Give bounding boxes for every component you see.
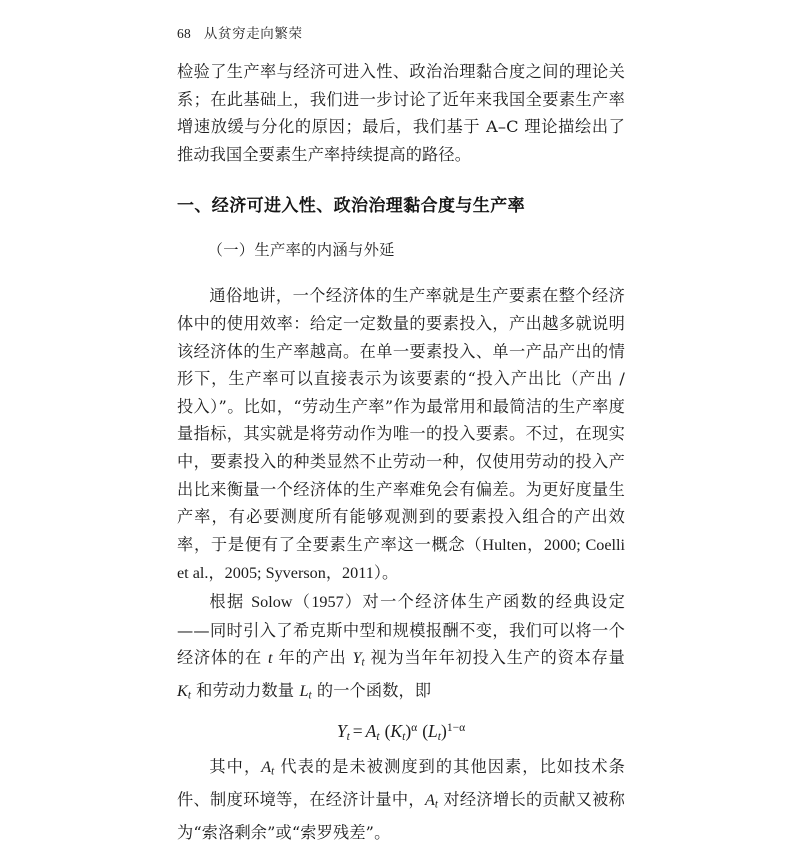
citation-delimiter-1: ; — [576, 535, 586, 554]
formula-K-sub: t — [402, 731, 406, 743]
spacer-after-subsection-heading — [177, 262, 625, 282]
paragraph-3-lead: 其中， — [209, 757, 262, 776]
citation-author-2: Coelli et al. — [177, 535, 626, 583]
citation-year-1: 2000 — [543, 535, 577, 554]
math-var-output-Y: $Y_t$ — [352, 649, 365, 669]
paragraph-2-body-4: 和劳动力数量 — [190, 681, 300, 701]
running-head-title: 从贫穷走向繁荣 — [203, 26, 303, 42]
section-heading: 一、经济可进入性、政治治理黏合度与生产率 — [177, 196, 525, 217]
paragraph-productivity-definition — [177, 282, 625, 588]
paragraph-2-lead: 根据 — [209, 591, 252, 611]
paragraph-3-tail: 对经济增长的贡献又被称为“索洛剩余”或“索罗残差”。 — [177, 790, 625, 843]
formula-L: L — [428, 721, 438, 742]
formula-l-paren-open: ( — [422, 721, 429, 742]
text-block — [177, 58, 625, 847]
paragraph-1-tail: ）。 — [373, 563, 399, 583]
math-var-labor-L: $L_t$ — [299, 682, 312, 702]
intro-paragraph: 检验了生产率与经济可进入性、政治治理黏合度之间的理论关系；在此基础上，我们进一步讨论了近年来我国全要素生产率增速放缓与分化的原因；最后，我们基于 A–C 理论描绘出了推动我国全要素生产率持续提高的路径。 — [177, 62, 625, 164]
citation-separator-3: ， — [325, 564, 343, 583]
citation-delimiter-2: ; — [257, 564, 266, 583]
citation-separator-2: ， — [208, 564, 225, 583]
citation-year-2: 2005 — [224, 564, 258, 583]
running-head — [177, 22, 627, 42]
formula-A-sub: t — [376, 731, 380, 743]
math-sub-t-Y: t — [361, 656, 365, 669]
math-var-tfp-A-first: $A_t$ — [261, 758, 275, 778]
math-sub-t-K: t — [187, 689, 191, 702]
citation-author-1: Hulten — [482, 535, 527, 554]
solow-paren-open: （ — [292, 591, 312, 611]
formula-lhs-Y: Y — [336, 721, 347, 742]
math-var-capital-K: $K_t$ — [177, 682, 191, 702]
paragraph-1-text: 通俗地讲，一个经济体的生产率就是生产要素在整个经济体中的使用效率：给定一定数量的要素投入，产出越多就说明该经济体的生产率越高。在单一要素投入、单一产品产出的情形下，生产率可以直接表示为该要素的“投入产出比（产出 / 投入）”。比如，“劳动生产率”作为最常用和最简洁的生产率度量指标，其实就是将劳动作为唯一的投入要素。不过，在现实中，要素投入的种类显然不止劳动一种，仅使用劳动的投入产出比来衡量一个经济体的生产率难免会有偏差。为更好度量生产率，有必要测度所有能够观测到的要素投入组合的产出效率，于是便有了全要素生产率这一概念（ — [177, 286, 625, 554]
formula-equals: = — [352, 721, 363, 742]
formula-K: K — [390, 721, 403, 742]
spacer-after-section-heading — [177, 218, 625, 238]
paragraph-solow-production-function — [177, 588, 625, 710]
page-folio-number: 68 — [177, 26, 191, 41]
solow-year: 1957 — [311, 592, 344, 611]
citation-author-3: Syverson — [265, 564, 326, 583]
formula-L-sub: t — [437, 731, 441, 743]
paragraph-2-body-3: 视为当年年初投入生产的资本存量 — [364, 648, 625, 668]
formula-k-paren-open: ( — [384, 721, 391, 742]
citation-separator-1: ， — [526, 535, 544, 554]
formula-l-exponent: 1−α — [446, 722, 466, 735]
math-var-tfp-A-second: $A_t$ — [424, 791, 438, 811]
formula-lhs-sub: t — [346, 731, 350, 743]
subsection-heading: （一）生产率的内涵与外延 — [207, 241, 395, 260]
math-var-t: t — [268, 649, 273, 668]
paragraph-2-body-5: 的一个函数，即 — [311, 681, 432, 701]
formula-k-exponent-alpha: α — [411, 722, 418, 735]
spacer-before-section-heading — [177, 168, 625, 194]
citation-year-3: 2011 — [342, 564, 374, 583]
formula-l-paren-close: ) — [440, 721, 447, 742]
math-sub-t-L: t — [308, 689, 312, 702]
formula-A: A — [365, 721, 377, 742]
math-sub-t-A2: t — [434, 798, 438, 811]
solow-author-name: Solow — [251, 592, 293, 611]
formula-k-paren-close: ) — [405, 721, 412, 742]
paragraph-2-body-2: 年的产出 — [272, 648, 353, 668]
display-formula-production-function — [177, 713, 625, 752]
paragraph-3-body: 代表的是未被测度到的其他因素，比如技术条件、制度环境等，在经济计量中， — [177, 757, 626, 810]
math-sub-t-A1: t — [271, 765, 275, 778]
paragraph-2-body: ）对一个经济体生产函数的经典设定 ——同时引入了希克斯中型和规模报酬不变，我们可以将一个经济体的在 — [177, 591, 625, 668]
